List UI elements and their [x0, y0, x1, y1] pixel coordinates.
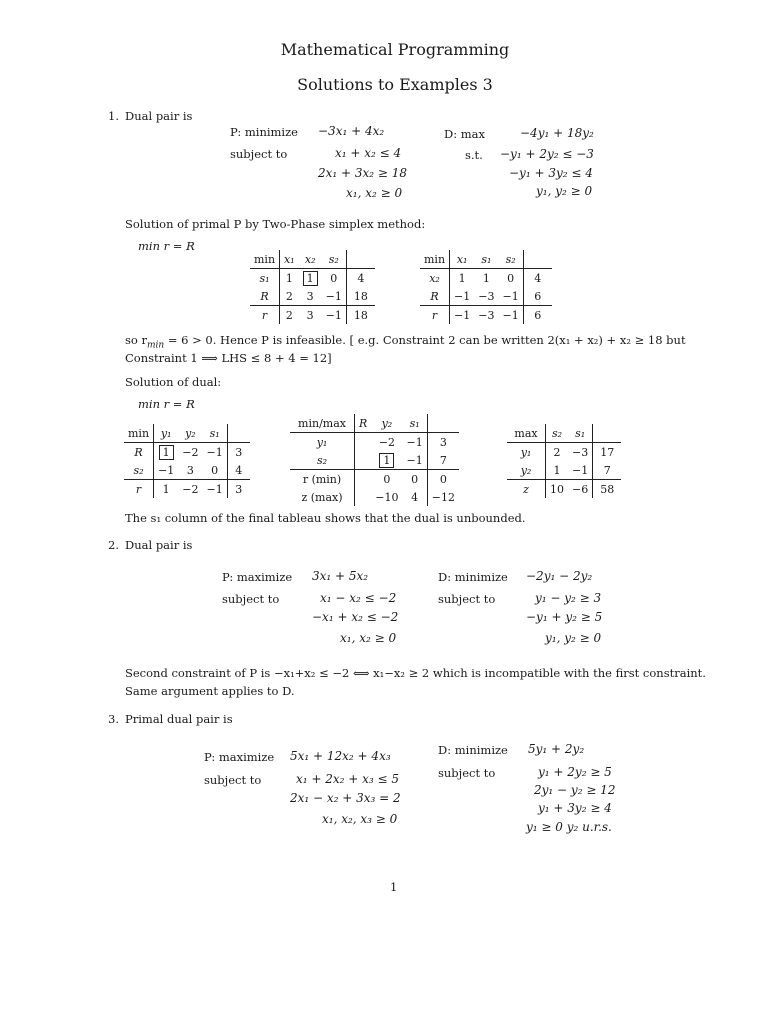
table-cell: −2 [182, 482, 199, 496]
infeasible-text-b: = 6 > 0. Hence P is infeasible. [ e.g. Constraint 2 can be written 2(x₁ + x₂) + x₂ ≥ 18 but [164, 333, 686, 347]
q1-dual-solution-heading: Solution of dual: [125, 375, 222, 389]
table-cell: 3 [227, 443, 250, 462]
q2-primal-label: P: maximize [222, 570, 293, 584]
table-cell: −10 [375, 490, 399, 504]
table-header: x₂ [304, 252, 316, 266]
q2-primal-objective: 3x₁ + 5x₂ [312, 569, 369, 583]
table-cell: z [523, 482, 529, 496]
pivot-box: 1 [159, 445, 174, 460]
q2-heading: Dual pair is [125, 538, 193, 552]
q3-dual-objective: 5y₁ + 2y₂ [528, 742, 585, 756]
table-cell: y₁ [520, 445, 532, 459]
table-cell: −1 [406, 435, 423, 449]
table-cell: 3 [306, 289, 314, 303]
table-cell: r [261, 308, 268, 322]
table-cell: −1 [450, 287, 475, 306]
q1-number: 1. [108, 109, 119, 123]
table-row [124, 480, 250, 499]
q1-primal-nonneg: x₁, x₂ ≥ 0 [346, 186, 403, 200]
q1-primal-subject-to: subject to [230, 147, 288, 161]
table-cell: 18 [346, 306, 375, 325]
table-row [250, 306, 375, 325]
table-row [124, 443, 250, 462]
pivot-cell [371, 451, 402, 470]
table-cell: 10 [546, 480, 569, 499]
table-row [507, 443, 621, 462]
table-cell [355, 488, 372, 506]
q2-dual-nonneg: y₁, y₂ ≥ 0 [545, 631, 602, 645]
table-cell: s₂ [133, 463, 144, 477]
q1-dual-constraint-1: −y₁ + 2y₂ ≤ −3 [500, 147, 594, 161]
q3-primal-label: P: maximize [204, 750, 275, 764]
table-cell: R [134, 445, 143, 459]
q2-dual-objective: −2y₁ − 2y₂ [526, 569, 593, 583]
table-cell: −1 [502, 308, 519, 322]
q3-primal-nonneg: x₁, x₂, x₃ ≥ 0 [322, 812, 398, 826]
q2-primal-subject-to: subject to [222, 592, 280, 606]
table-header: s₁ [209, 426, 220, 440]
table-header: s₂ [546, 424, 569, 443]
table-header: y₂ [185, 426, 196, 440]
q1-tableau-4 [290, 414, 459, 506]
page-title: Mathematical Programming [280, 40, 510, 59]
pivot-box: 1 [379, 453, 394, 468]
table-cell: 6 [523, 287, 552, 306]
q3-dual-subject-to: subject to [438, 766, 496, 780]
q1-tableau-1 [250, 250, 375, 324]
table-cell: R [430, 289, 439, 303]
table-cell: 2 [546, 443, 569, 462]
q1-primal-constraint-1: x₁ + x₂ ≤ 4 [335, 146, 402, 160]
table-row [420, 269, 552, 288]
table-row [507, 480, 621, 499]
table-header: y₂ [381, 416, 393, 430]
table-header: s₂ [505, 252, 516, 266]
table-cell: −12 [427, 488, 459, 506]
table-header [346, 250, 375, 269]
table-cell: r [135, 482, 142, 496]
q3-number: 3. [108, 712, 119, 726]
table-cell: y₂ [520, 463, 532, 477]
q1-primal-objective: −3x₁ + 4x₂ [318, 124, 385, 138]
table-header: s₁ [575, 426, 586, 440]
q1-dual-objective: −4y₁ + 18y₂ [520, 126, 594, 140]
table-cell: 0 [507, 271, 515, 285]
table-cell: z (max) [301, 490, 343, 504]
table-cell: 18 [346, 287, 375, 306]
table-cell: s₂ [316, 453, 328, 467]
table-header: y₁ [154, 424, 179, 443]
table-header: min [128, 426, 150, 440]
q3-dual-constraint-2: 2y₁ − y₂ ≥ 12 [534, 783, 616, 797]
table-row [507, 461, 621, 480]
table-header [593, 424, 622, 443]
table-cell: −1 [450, 306, 475, 325]
pivot-cell [154, 443, 179, 462]
q2-primal-constraint-2: −x₁ + x₂ ≤ −2 [312, 610, 399, 624]
table-cell: 2 [280, 306, 299, 325]
table-cell: r (min) [302, 472, 342, 486]
table-cell: 1 [482, 271, 490, 285]
table-row [124, 461, 250, 480]
table-header: x₁ [450, 250, 475, 269]
table-cell: −1 [502, 289, 519, 303]
table-row [290, 451, 459, 470]
table-cell: 1 [154, 480, 179, 499]
q1-tableau-5 [507, 424, 621, 498]
table-cell: 0 [211, 463, 219, 477]
infeasible-subscript: min [146, 340, 165, 351]
table-cell: 1 [280, 269, 299, 288]
table-cell: 7 [427, 451, 459, 470]
table-row [250, 287, 375, 306]
table-cell: x₂ [429, 271, 440, 285]
table-cell: 3 [186, 463, 194, 477]
table-row [420, 306, 552, 325]
q3-dual-constraint-3: y₁ + 3y₂ ≥ 4 [538, 801, 612, 815]
table-cell: 1 [450, 269, 475, 288]
q1-primal-solution-heading: Solution of primal P by Two-Phase simplex method: [125, 217, 426, 231]
q3-primal-constraint-1: x₁ + 2x₂ + x₃ ≤ 5 [296, 772, 400, 786]
q3-dual-label: D: minimize [438, 743, 508, 757]
q3-heading: Primal dual pair is [125, 712, 233, 726]
table-cell: 17 [593, 443, 622, 462]
table-cell: −1 [325, 308, 342, 322]
table-header: x₁ [280, 250, 299, 269]
table-cell: −2 [378, 435, 396, 449]
table-header: s₂ [328, 252, 339, 266]
q3-primal-objective: 5x₁ + 12x₂ + 4x₃ [290, 749, 391, 763]
table-row [290, 470, 459, 489]
table-cell: 4 [411, 490, 419, 504]
q1-dual-nonneg: y₁, y₂ ≥ 0 [536, 184, 593, 198]
page-number: 1 [390, 880, 398, 894]
table-cell: −1 [154, 461, 179, 480]
q1-dual-label: D: max [444, 127, 485, 141]
table-cell: −1 [206, 445, 223, 459]
q1-infeasible-line-1 [125, 333, 686, 350]
table-cell: 58 [593, 480, 622, 499]
pivot-box: 1 [303, 271, 318, 286]
q1-min-r-2: min r = R [138, 397, 195, 411]
table-header: min [424, 252, 446, 266]
table-cell: 6 [523, 306, 552, 325]
table-cell: −1 [206, 482, 223, 496]
table-cell: 4 [227, 461, 250, 480]
infeasible-text-a: so r [125, 333, 147, 347]
table-cell: y₁ [316, 435, 328, 449]
q1-min-r: min r = R [138, 239, 195, 253]
table-header: max [514, 426, 538, 440]
table-header: min/max [298, 416, 346, 430]
q1-unbounded-note: The s₁ column of the final tableau shows that the dual is unbounded. [125, 511, 526, 525]
q3-dual-constraint-1: y₁ + 2y₂ ≥ 5 [538, 765, 612, 779]
table-header [427, 414, 459, 433]
q2-dual-constraint-1: y₁ − y₂ ≥ 3 [535, 591, 602, 605]
pivot-cell [299, 269, 322, 288]
q2-primal-nonneg: x₁, x₂ ≥ 0 [340, 631, 397, 645]
table-cell: 0 [330, 271, 338, 285]
table-cell: −1 [406, 453, 423, 467]
table-row [250, 269, 375, 288]
table-cell: −6 [572, 482, 589, 496]
page-subtitle: Solutions to Examples 3 [297, 75, 493, 94]
table-cell: −1 [572, 463, 589, 477]
q2-dual-constraint-2: −y₁ + y₂ ≥ 5 [526, 610, 603, 624]
table-row [290, 433, 459, 452]
table-cell: −1 [325, 289, 342, 303]
table-cell: 1 [546, 461, 569, 480]
q2-dual-subject-to: subject to [438, 592, 496, 606]
table-cell: 0 [427, 470, 459, 489]
table-header: R [355, 414, 372, 433]
table-header [523, 250, 552, 269]
table-cell [355, 433, 372, 452]
table-header: s₁ [409, 416, 420, 430]
q1-infeasible-line-2: Constraint 1 ⟹ LHS ≤ 8 + 4 = 12] [125, 351, 332, 365]
table-cell [355, 470, 372, 489]
table-row [290, 488, 459, 506]
table-cell: 3 [427, 433, 459, 452]
q2-primal-constraint-1: x₁ − x₂ ≤ −2 [320, 591, 397, 605]
table-cell: 4 [523, 269, 552, 288]
table-row [420, 287, 552, 306]
q1-dual-st: s.t. [465, 148, 483, 162]
q2-explanation-2: Same argument applies to D. [125, 684, 295, 698]
q1-tableau-3 [124, 424, 250, 498]
table-header: min [254, 252, 276, 266]
table-cell: r [431, 308, 438, 322]
q3-dual-sign-conditions: y₁ ≥ 0 y₂ u.r.s. [526, 820, 612, 834]
q2-explanation-1: Second constraint of P is −x₁+x₂ ≤ −2 ⟺ x₁−x₂ ≥ 2 which is incompatible with the first constraint. [125, 666, 706, 680]
q2-number: 2. [108, 538, 119, 552]
table-cell: R [260, 289, 269, 303]
table-header: s₁ [481, 252, 492, 266]
q1-primal-constraint-2: 2x₁ + 3x₂ ≥ 18 [318, 166, 408, 180]
table-cell: 7 [593, 461, 622, 480]
table-cell: −3 [572, 445, 589, 459]
table-cell: −3 [478, 308, 495, 322]
table-cell: s₁ [259, 271, 270, 285]
table-cell: 3 [306, 308, 314, 322]
q3-primal-subject-to: subject to [204, 773, 262, 787]
table-cell: 4 [346, 269, 375, 288]
table-cell: 3 [227, 480, 250, 499]
table-cell: −3 [478, 289, 495, 303]
q1-dual-constraint-2: −y₁ + 3y₂ ≤ 4 [509, 166, 593, 180]
table-cell: 0 [411, 472, 419, 486]
table-cell: −2 [182, 445, 199, 459]
q1-primal-label: P: minimize [230, 125, 298, 139]
q3-primal-constraint-2: 2x₁ − x₂ + 3x₃ = 2 [290, 791, 401, 805]
table-cell: 0 [383, 472, 391, 486]
q2-dual-label: D: minimize [438, 570, 508, 584]
table-header [227, 424, 250, 443]
q1-tableau-2 [420, 250, 552, 324]
table-cell [355, 451, 372, 470]
q1-heading: Dual pair is [125, 109, 193, 123]
table-cell: 2 [280, 287, 299, 306]
